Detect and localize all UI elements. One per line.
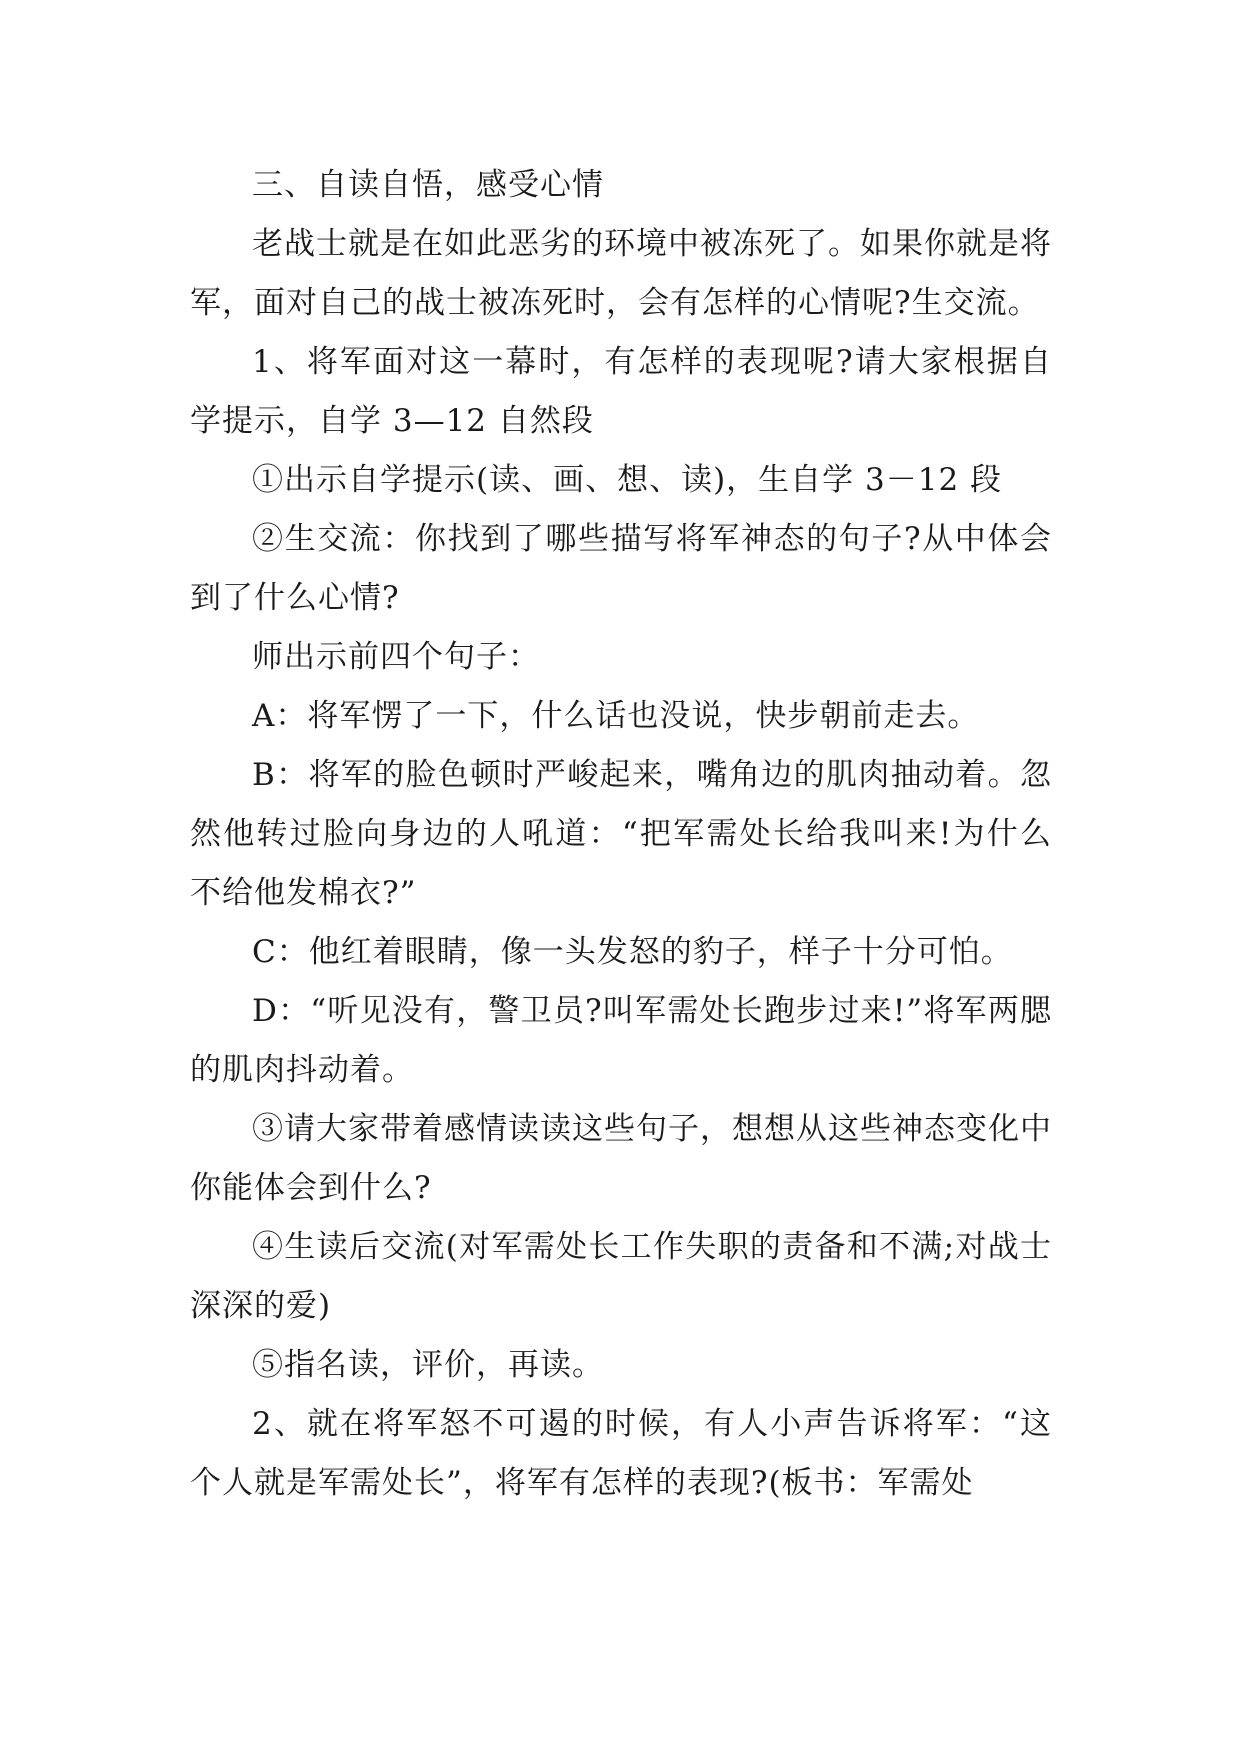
section-heading: 三、自读自悟，感受心情 bbox=[252, 167, 604, 203]
paragraph: D：“听见没有，警卫员?叫军需处长跑步过来!”将军两腮的肌肉抖动着。 bbox=[190, 993, 1052, 1088]
paragraph: A：将军愣了一下，什么话也没说，快步朝前走去。 bbox=[252, 698, 980, 734]
paragraph: ⑤指名读，评价，再读。 bbox=[252, 1347, 604, 1383]
paragraph: ④生读后交流(对军需处长工作失职的责备和不满;对战士深深的爱) bbox=[190, 1229, 1052, 1324]
paragraph: ①出示自学提示(读、画、想、读)，生自学 3－12 段 bbox=[252, 462, 1003, 498]
paragraph: 老战士就是在如此恶劣的环境中被冻死了。如果你就是将军，面对自己的战士被冻死时，会有怎样的心情呢?生交流。 bbox=[190, 226, 1052, 321]
paragraph: 2、就在将军怒不可遏的时候，有人小声告诉将军：“这个人就是军需处长”，将军有怎样的表现?(板书：军需处 bbox=[190, 1406, 1052, 1501]
paragraph: 1、将军面对这一幕时，有怎样的表现呢?请大家根据自学提示，自学 3—12 自然段 bbox=[190, 344, 1052, 439]
paragraph: 师出示前四个句子： bbox=[252, 639, 540, 675]
paragraph: C：他红着眼睛，像一头发怒的豹子，样子十分可怕。 bbox=[252, 934, 1013, 970]
paragraph: ③请大家带着感情读读这些句子，想想从这些神态变化中你能体会到什么? bbox=[190, 1111, 1052, 1206]
document-body bbox=[190, 156, 1052, 1513]
paragraph: ②生交流：你找到了哪些描写将军神态的句子?从中体会到了什么心情? bbox=[190, 521, 1052, 616]
paragraph: B：将军的脸色顿时严峻起来，嘴角边的肌肉抽动着。忽然他转过脸向身边的人吼道：“把军需处长给我叫来!为什么不给他发棉衣?” bbox=[190, 757, 1052, 911]
